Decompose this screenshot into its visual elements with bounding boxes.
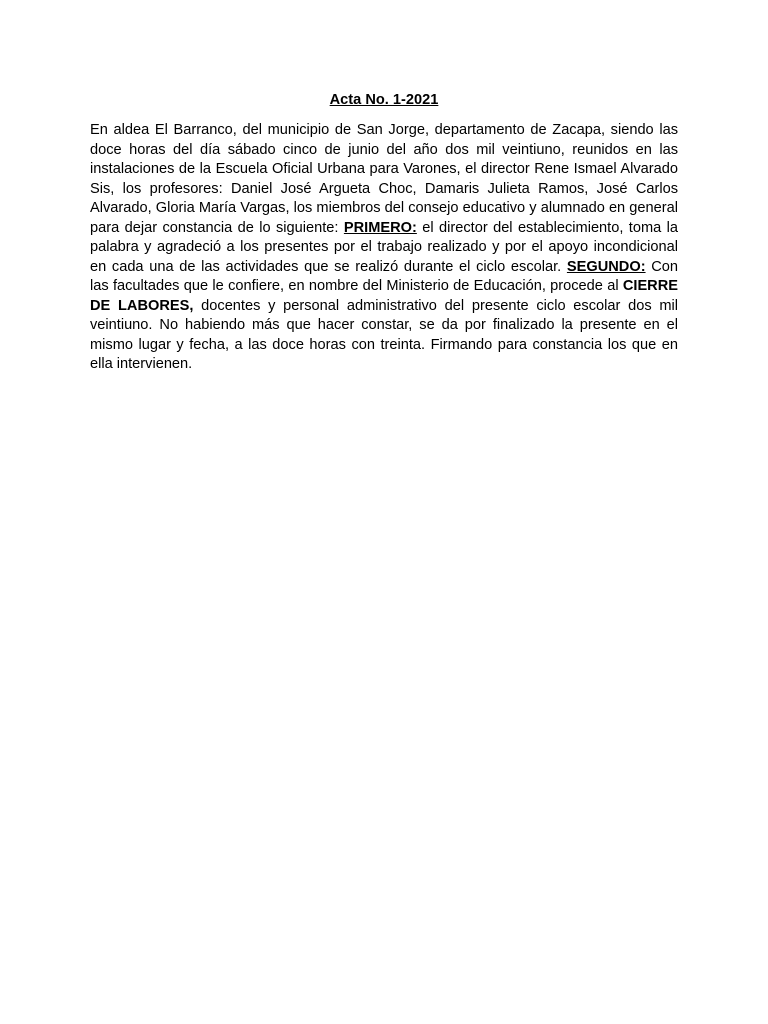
paragraph-text-intro: En aldea El Barranco, del municipio de San Jorge, departamento de Zacapa, siendo las doce horas del día sábado cinco de junio del año dos mil veintiuno, reunidos en las instalaciones de la Escuela Oficial Urbana para Varones, el director Rene Ismael Alvarado Sis, los profesores: Daniel José Argueta Choc, Damaris Julieta Ramos, José Carlos Alvarado, Gloria María Vargas, los miembros del consejo educativo y alumnado en general para dejar constancia de lo siguiente:	[90, 122, 678, 236]
document-title: Acta No. 1-2021	[329, 92, 439, 108]
paragraph-text-closing: docentes y personal administrativo del presente ciclo escolar dos mil veintiuno. No habiendo más que hacer constar, se da por finalizado la presente en el mismo lugar y fecha, a las doce horas con treinta. Firmando para constancia los que en ella intervienen.	[90, 297, 679, 372]
act-body-paragraph	[90, 121, 678, 375]
cierre-de-labores-label: CIERRE DE LABORES,	[90, 278, 678, 314]
segundo-label: SEGUNDO:	[566, 258, 646, 275]
primero-label: PRIMERO:	[343, 219, 417, 236]
paragraph-text-primero: el director del establecimiento, toma la palabra y agradeció a los presentes por el trabajo realizado y por el apoyo incondicional en cada una de las actividades que se realizó durante el ciclo escolar.	[90, 219, 678, 275]
paragraph-text-segundo: Con las facultades que le confiere, en nombre del Ministerio de Educación, procede al	[90, 258, 679, 294]
